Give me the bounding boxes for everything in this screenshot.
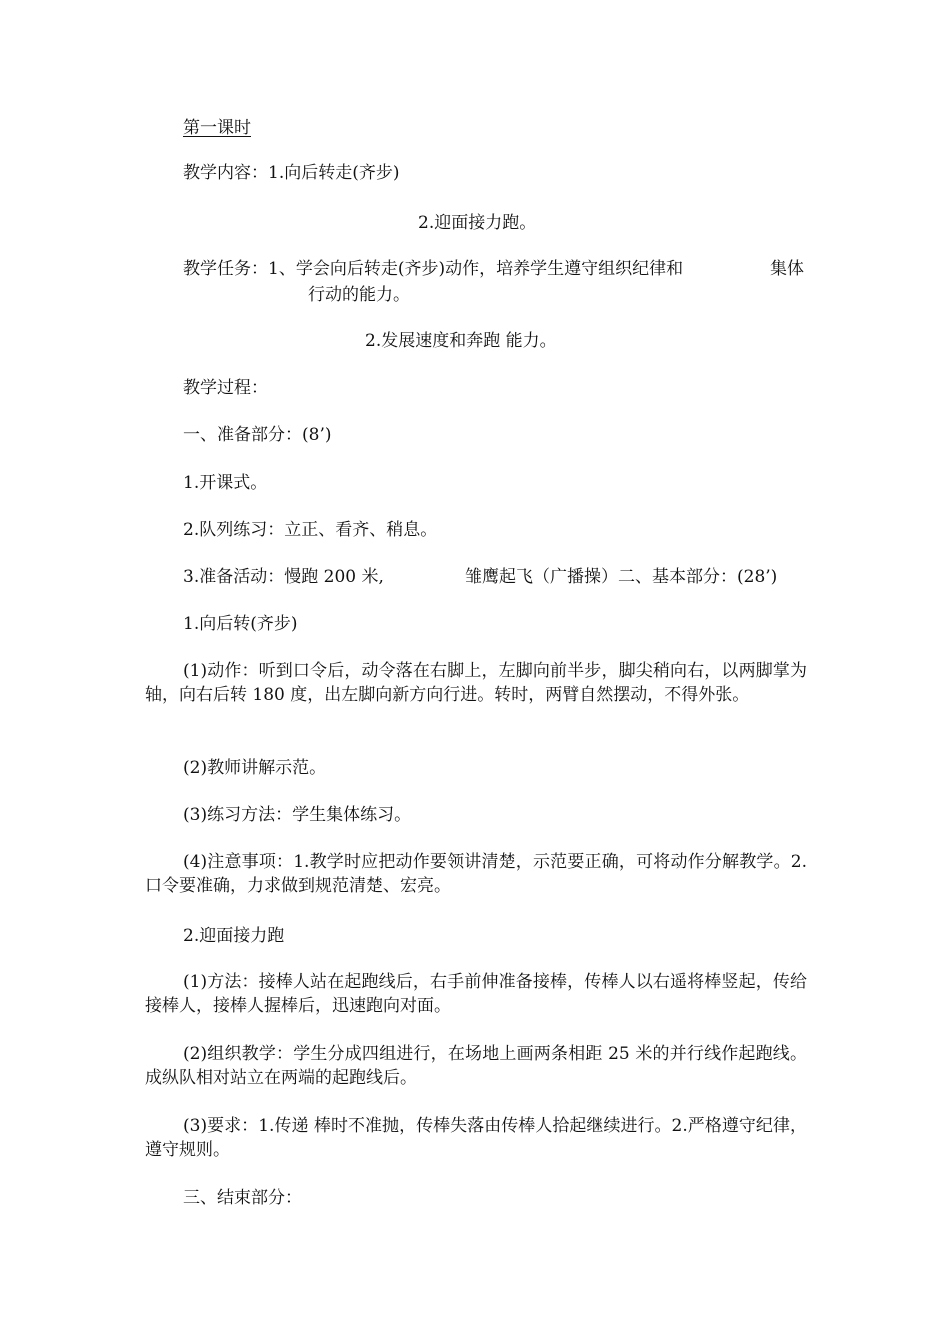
part2-item1-paragraph-3: (3)练习方法：学生集体练习。 [183, 805, 412, 825]
part1-item-1: 1.开课式。 [183, 473, 268, 493]
part1-item-3b: 雏鹰起飞（广播操）二、基本部分：(28’) [465, 567, 778, 587]
part1-item-3a: 3.准备活动：慢跑 200 米, [183, 567, 384, 587]
lesson-title: 第一课时 [183, 118, 251, 138]
part3-heading: 三、结束部分： [183, 1188, 302, 1208]
part2-item2-paragraph-3: (3)要求：1.传递 棒时不准抛，传棒失落由传棒人拾起继续进行。2.严格遵守纪律，遵守规则。 [145, 1116, 807, 1160]
part2-item2-paragraph-1: (1)方法：接棒人站在起跑线后，右手前伸准备接棒，传棒人以右遥将棒竖起，传给接棒人，接棒人握棒后，迅速跑向对面。 [145, 972, 807, 1016]
part2-item1-title: 1.向后转(齐步) [183, 614, 298, 634]
content-line-1: 教学内容：1.向后转走(齐步) [183, 163, 400, 183]
task-line-1-tail: 集体 [770, 259, 804, 279]
process-heading: 教学过程： [183, 378, 268, 398]
part2-item1-paragraph-4: (4)注意事项：1.教学时应把动作要领讲清楚，示范要正确，可将动作分解教学。2.口令要准确，力求做到规范清楚、宏亮。 [145, 852, 807, 896]
part2-item2-title: 2.迎面接力跑 [183, 926, 285, 946]
part2-item1-paragraph-2: (2)教师讲解示范。 [183, 758, 327, 778]
part2-item1-paragraph-1: (1)动作：听到口令后，动令落在右脚上，左脚向前半步，脚尖稍向右，以两脚掌为轴，向右后转 180 度，出左脚向新方向行进。转时，两臂自然摆动，不得外张。 [145, 661, 807, 705]
task-line-3: 2.发展速度和奔跑 能力。 [365, 331, 557, 351]
part1-heading: 一、准备部分：(8’) [183, 425, 332, 445]
task-line-1: 教学任务：1、学会向后转走(齐步)动作，培养学生遵守组织纪律和 [183, 259, 684, 279]
content-line-2: 2.迎面接力跑。 [418, 213, 537, 233]
task-line-2: 行动的能力。 [308, 285, 410, 305]
part1-item-2: 2.队列练习：立正、看齐、稍息。 [183, 520, 438, 540]
part2-item2-paragraph-2: (2)组织教学：学生分成四组进行，在场地上画两条相距 25 米的并行线作起跑线。成纵队相对站立在两端的起跑线后。 [145, 1044, 807, 1088]
